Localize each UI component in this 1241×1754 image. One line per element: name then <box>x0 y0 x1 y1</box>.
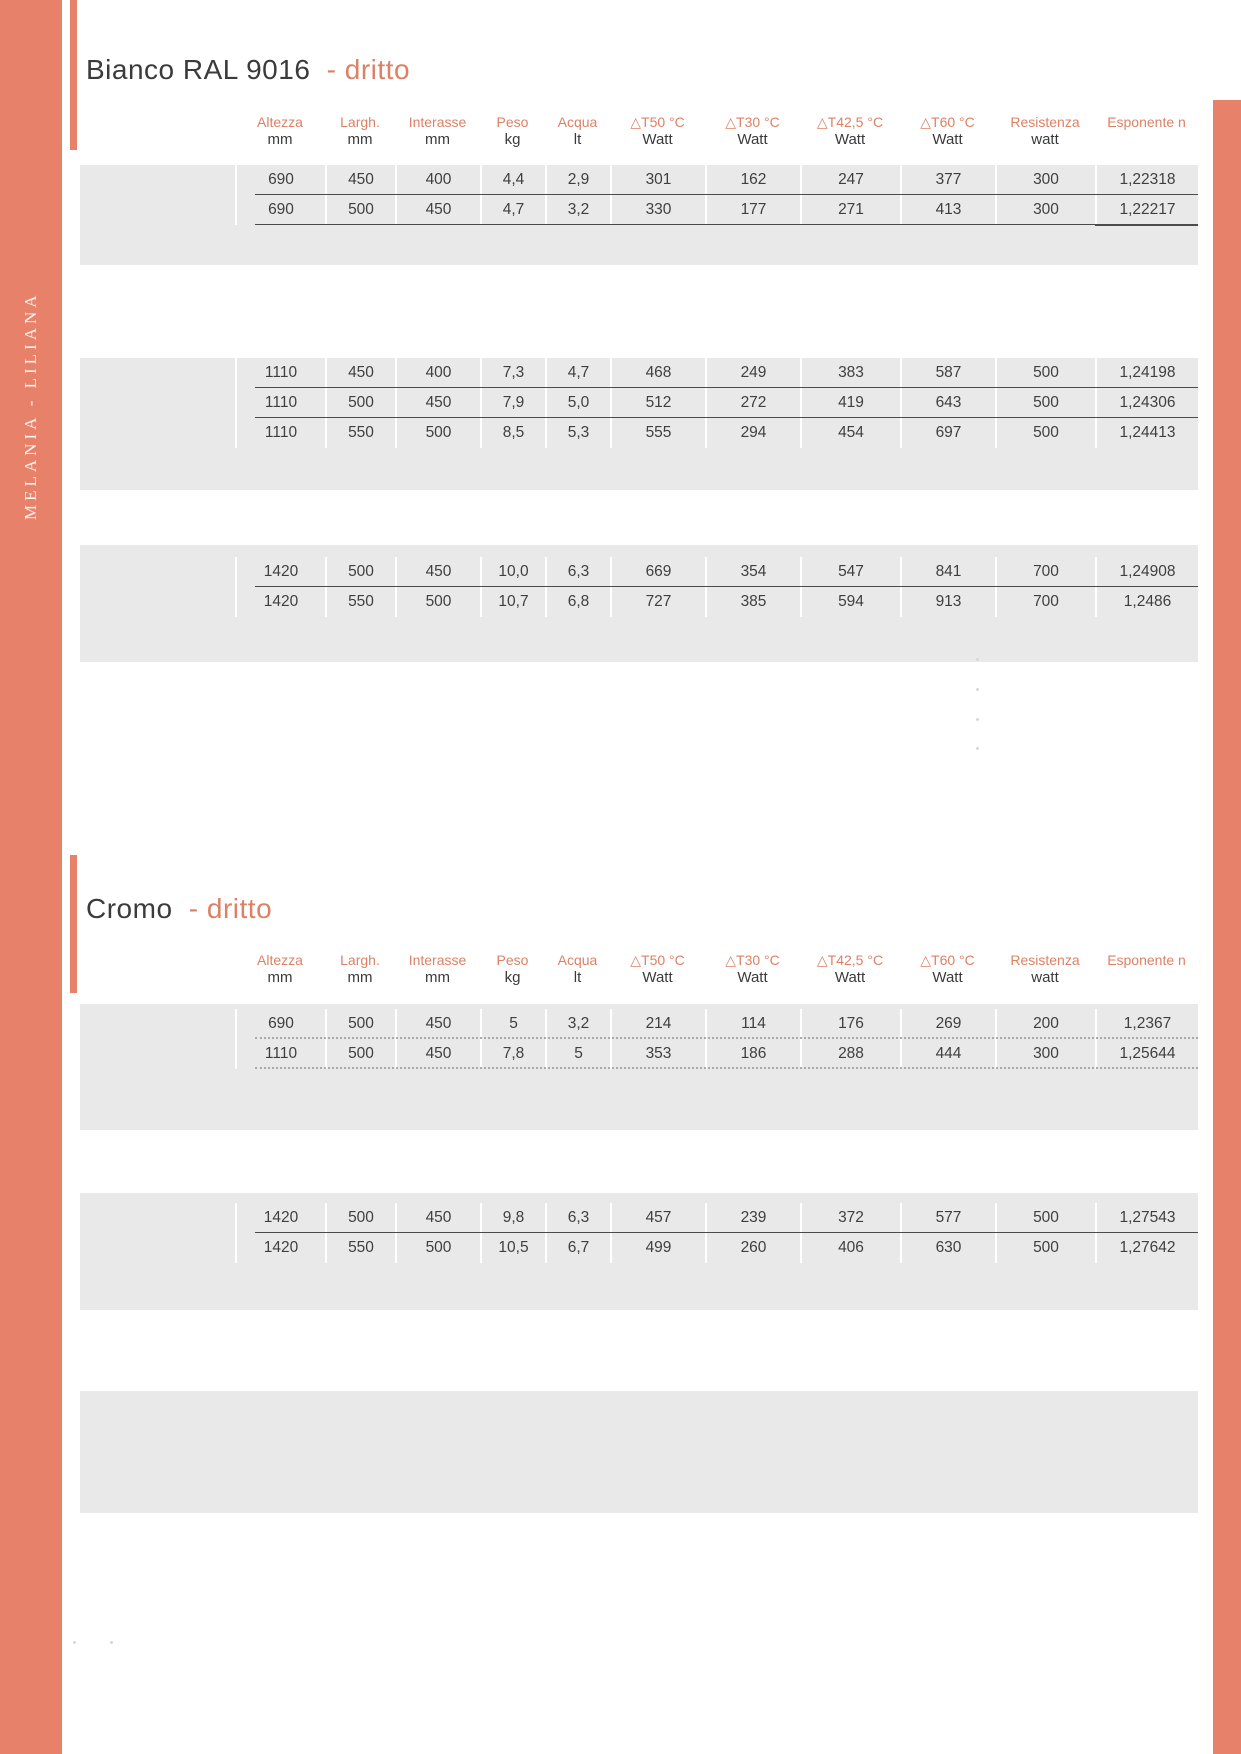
table-cell: 457 <box>610 1203 705 1233</box>
table-row <box>80 358 1198 388</box>
table-cell: 288 <box>800 1039 900 1069</box>
table-cell: 1,24413 <box>1095 418 1198 448</box>
column-header <box>610 951 705 987</box>
table-cell: 454 <box>800 418 900 448</box>
column-header-unit: mm <box>347 969 373 986</box>
table-cell: 1,22318 <box>1095 165 1198 195</box>
table-cell: 841 <box>900 557 995 587</box>
column-header <box>235 113 325 149</box>
column-header-unit: kg <box>504 969 521 986</box>
table-band <box>80 1193 1198 1310</box>
table-cell: 4,4 <box>480 165 545 195</box>
column-header-label: Esponente n <box>1107 952 1186 968</box>
table-cell: 500 <box>995 418 1095 448</box>
column-header-unit: Watt <box>932 969 963 986</box>
photo-column-spacer <box>80 951 235 987</box>
table-cell: 406 <box>800 1233 900 1263</box>
table-cell: 500 <box>325 557 395 587</box>
table-cell: 1,2486 <box>1095 587 1198 617</box>
column-header-unit: Watt <box>737 131 768 148</box>
table-cell: 269 <box>900 1009 995 1039</box>
table-cell: 272 <box>705 388 800 418</box>
table-row <box>80 587 1198 617</box>
column-header-label: △T30 °C <box>725 114 780 130</box>
table-cell: 249 <box>705 358 800 388</box>
column-header-label: Altezza <box>257 952 303 968</box>
column-header <box>610 113 705 149</box>
table-cell: 630 <box>900 1233 995 1263</box>
column-header <box>1095 113 1198 149</box>
column-header-unit: Watt <box>834 131 866 148</box>
table-cell: 450 <box>325 358 395 388</box>
column-header-unit: mm <box>425 969 450 986</box>
table-cell: 913 <box>900 587 995 617</box>
table-cell: 1,24198 <box>1095 358 1198 388</box>
table-cell: 468 <box>610 358 705 388</box>
table-cell: 177 <box>705 195 800 225</box>
column-header <box>480 951 545 987</box>
table-cell: 6,3 <box>545 557 610 587</box>
section-title-text: Cromo <box>86 893 173 924</box>
table-cell: 1,22217 <box>1095 195 1198 225</box>
table-cell: 3,2 <box>545 195 610 225</box>
table-cell: 690 <box>235 195 325 225</box>
table-cell: 162 <box>705 165 800 195</box>
column-header <box>705 951 800 987</box>
column-header-unit: lt <box>573 131 582 148</box>
table-cell: 5 <box>545 1039 610 1069</box>
table-cell: 1,25644 <box>1095 1039 1198 1069</box>
table-cell: 547 <box>800 557 900 587</box>
table-cell: 700 <box>995 557 1095 587</box>
table-cell: 1420 <box>235 557 325 587</box>
table-cell: 1420 <box>235 1233 325 1263</box>
table-cell: 450 <box>395 1203 480 1233</box>
column-header-label: Altezza <box>257 114 303 130</box>
table-row <box>80 165 1198 195</box>
table-cell: 294 <box>705 418 800 448</box>
table-row <box>80 418 1198 448</box>
table-cell: 450 <box>395 388 480 418</box>
column-header-unit: lt <box>573 969 582 986</box>
table-cell: 9,8 <box>480 1203 545 1233</box>
table-cell: 300 <box>995 165 1095 195</box>
section-title-suffix: - dritto <box>326 54 411 85</box>
column-header-unit: watt <box>1031 131 1059 148</box>
table-cell: 247 <box>800 165 900 195</box>
table-cell: 450 <box>395 1009 480 1039</box>
table-band <box>80 165 1198 265</box>
table-band <box>80 545 1198 662</box>
column-header <box>800 113 900 149</box>
right-edge-strip <box>1213 100 1241 1754</box>
table-cell: 500 <box>995 1203 1095 1233</box>
table-cell: 1,27543 <box>1095 1203 1198 1233</box>
table-cell: 10,0 <box>480 557 545 587</box>
table-cell: 550 <box>325 587 395 617</box>
column-header-unit: mm <box>347 131 373 148</box>
column-header-unit: Watt <box>834 969 866 986</box>
table-cell: 577 <box>900 1203 995 1233</box>
column-header-label: △T60 °C <box>920 114 975 130</box>
table-cell: 300 <box>995 195 1095 225</box>
table-cell: 239 <box>705 1203 800 1233</box>
column-header <box>480 113 545 149</box>
table-cell: 383 <box>800 358 900 388</box>
column-header-unit: Watt <box>642 131 673 148</box>
table-cell: 594 <box>800 587 900 617</box>
column-header-label: Peso <box>496 114 529 130</box>
column-header-unit: mm <box>425 131 450 148</box>
table-cell: 200 <box>995 1009 1095 1039</box>
table-cell: 1,24908 <box>1095 557 1198 587</box>
section-title-bianco <box>86 54 410 86</box>
column-header <box>1095 951 1198 987</box>
print-artifact-dot <box>73 1641 76 1644</box>
table-cell: 450 <box>395 557 480 587</box>
table-cell: 1,2367 <box>1095 1009 1198 1039</box>
table-cell: 1,27642 <box>1095 1233 1198 1263</box>
table-cell: 214 <box>610 1009 705 1039</box>
table-cell: 186 <box>705 1039 800 1069</box>
table-cell: 512 <box>610 388 705 418</box>
column-header-label: Interasse <box>408 952 467 968</box>
table-cell: 500 <box>325 388 395 418</box>
table-cell: 669 <box>610 557 705 587</box>
sidebar <box>0 0 62 1754</box>
table-cell: 2,9 <box>545 165 610 195</box>
photo-cell <box>80 195 235 225</box>
table-row <box>80 557 1198 587</box>
table-band <box>80 1004 1198 1130</box>
table-cell: 301 <box>610 165 705 195</box>
table-band <box>80 358 1198 490</box>
photo-cell <box>80 1233 235 1263</box>
table-cell: 500 <box>995 358 1095 388</box>
section-title-text: Bianco RAL 9016 <box>86 54 311 85</box>
table-cell: 8,5 <box>480 418 545 448</box>
photo-cell <box>80 557 235 587</box>
table-cell: 3,2 <box>545 1009 610 1039</box>
table-cell: 1420 <box>235 1203 325 1233</box>
column-header-label: Resistenza <box>1010 114 1080 130</box>
column-header-unit: watt <box>1031 969 1059 986</box>
photo-cell <box>80 1009 235 1039</box>
print-artifact-dot <box>976 658 979 661</box>
sidebar-vertical-label: MELANIA - LILIANA <box>21 291 40 521</box>
table-cell: 444 <box>900 1039 995 1069</box>
column-header <box>325 951 395 987</box>
table-row <box>80 195 1198 225</box>
column-header-label: △T50 °C <box>630 952 685 968</box>
column-header <box>395 951 480 987</box>
column-header <box>235 951 325 987</box>
table-cell: 10,7 <box>480 587 545 617</box>
table-cell: 385 <box>705 587 800 617</box>
photo-cell <box>80 1203 235 1233</box>
print-artifact-dot <box>110 1641 113 1644</box>
column-header-label: Esponente n <box>1107 114 1186 130</box>
photo-cell <box>80 418 235 448</box>
column-header <box>395 113 480 149</box>
section-title-suffix: - dritto <box>188 893 273 924</box>
table-cell: 500 <box>395 1233 480 1263</box>
print-artifact-dot <box>976 718 979 721</box>
column-header-label: △T60 °C <box>920 952 975 968</box>
table-cell: 555 <box>610 418 705 448</box>
column-header <box>900 951 995 987</box>
table-cell: 413 <box>900 195 995 225</box>
photo-cell <box>80 587 235 617</box>
column-header-unit: Watt <box>932 131 963 148</box>
table-cell: 1110 <box>235 358 325 388</box>
photo-cell <box>80 358 235 388</box>
column-header <box>545 113 610 149</box>
table-cell: 7,8 <box>480 1039 545 1069</box>
table-cell: 5,3 <box>545 418 610 448</box>
table-cell: 450 <box>395 1039 480 1069</box>
table-row <box>80 1009 1198 1039</box>
table-cell: 372 <box>800 1203 900 1233</box>
table-cell: 300 <box>995 1039 1095 1069</box>
table-cell: 1110 <box>235 388 325 418</box>
table-cell: 500 <box>995 1233 1095 1263</box>
table-cell: 587 <box>900 358 995 388</box>
column-header-label: △T50 °C <box>630 114 685 130</box>
table-cell: 7,3 <box>480 358 545 388</box>
column-header <box>705 113 800 149</box>
column-header-unit: Watt <box>737 969 768 986</box>
table-cell: 400 <box>395 165 480 195</box>
table-cell: 260 <box>705 1233 800 1263</box>
table-cell: 419 <box>800 388 900 418</box>
table-cell: 354 <box>705 557 800 587</box>
column-header <box>545 951 610 987</box>
print-artifact-dot <box>976 688 979 691</box>
column-header <box>995 951 1095 987</box>
table-cell: 4,7 <box>480 195 545 225</box>
table-cell: 550 <box>325 418 395 448</box>
column-header-label: Interasse <box>408 114 467 130</box>
esponente-rule <box>1095 225 1198 226</box>
table-header <box>80 113 1198 149</box>
table-cell: 400 <box>395 358 480 388</box>
table-cell: 690 <box>235 1009 325 1039</box>
table-cell: 5 <box>480 1009 545 1039</box>
table-cell: 1,24306 <box>1095 388 1198 418</box>
table-cell: 690 <box>235 165 325 195</box>
column-header <box>900 113 995 149</box>
table-cell: 450 <box>325 165 395 195</box>
column-header-unit: kg <box>504 131 521 148</box>
table-row <box>80 388 1198 418</box>
table-cell: 697 <box>900 418 995 448</box>
column-header-unit: mm <box>267 131 293 148</box>
table-cell: 500 <box>395 418 480 448</box>
table-cell: 643 <box>900 388 995 418</box>
column-header-label: Resistenza <box>1010 952 1080 968</box>
column-header-label: Acqua <box>557 114 598 130</box>
table-cell: 114 <box>705 1009 800 1039</box>
column-header <box>800 951 900 987</box>
column-header-unit: Watt <box>642 969 673 986</box>
table-cell: 499 <box>610 1233 705 1263</box>
table-cell: 271 <box>800 195 900 225</box>
table-cell: 1110 <box>235 418 325 448</box>
photo-column-spacer <box>80 113 235 149</box>
section-accent-bar-cromo <box>70 855 77 993</box>
column-header-label: Largh. <box>340 952 380 968</box>
column-header-label: △T30 °C <box>725 952 780 968</box>
photo-cell <box>80 165 235 195</box>
table-cell: 330 <box>610 195 705 225</box>
column-header-label: Acqua <box>557 952 598 968</box>
column-header-label: Largh. <box>340 114 380 130</box>
table-cell: 550 <box>325 1233 395 1263</box>
print-artifact-dot <box>976 747 979 750</box>
table-cell: 450 <box>395 195 480 225</box>
column-header-label: Peso <box>496 952 529 968</box>
table-row <box>80 1039 1198 1069</box>
table-cell: 6,8 <box>545 587 610 617</box>
photo-cell <box>80 388 235 418</box>
table-cell: 353 <box>610 1039 705 1069</box>
table-header <box>80 951 1198 987</box>
table-cell: 500 <box>325 1009 395 1039</box>
column-header-label: △T42,5 °C <box>816 952 884 968</box>
column-header-unit: mm <box>267 969 293 986</box>
photo-cell <box>80 1039 235 1069</box>
table-cell: 1420 <box>235 587 325 617</box>
table-cell: 500 <box>325 1039 395 1069</box>
table-cell: 500 <box>325 195 395 225</box>
table-cell: 5,0 <box>545 388 610 418</box>
table-cell: 10,5 <box>480 1233 545 1263</box>
table-cell: 700 <box>995 587 1095 617</box>
table-cell: 6,7 <box>545 1233 610 1263</box>
table-band <box>80 1391 1198 1513</box>
table-cell: 727 <box>610 587 705 617</box>
table-cell: 176 <box>800 1009 900 1039</box>
section-title-cromo <box>86 893 272 925</box>
column-header <box>325 113 395 149</box>
table-cell: 500 <box>995 388 1095 418</box>
table-row <box>80 1203 1198 1233</box>
table-cell: 7,9 <box>480 388 545 418</box>
table-cell: 500 <box>395 587 480 617</box>
table-row <box>80 1233 1198 1263</box>
table-cell: 4,7 <box>545 358 610 388</box>
table-cell: 6,3 <box>545 1203 610 1233</box>
column-header-label: △T42,5 °C <box>816 114 884 130</box>
section-accent-bar-bianco <box>70 0 77 150</box>
table-cell: 500 <box>325 1203 395 1233</box>
table-cell: 377 <box>900 165 995 195</box>
column-header <box>995 113 1095 149</box>
table-cell: 1110 <box>235 1039 325 1069</box>
